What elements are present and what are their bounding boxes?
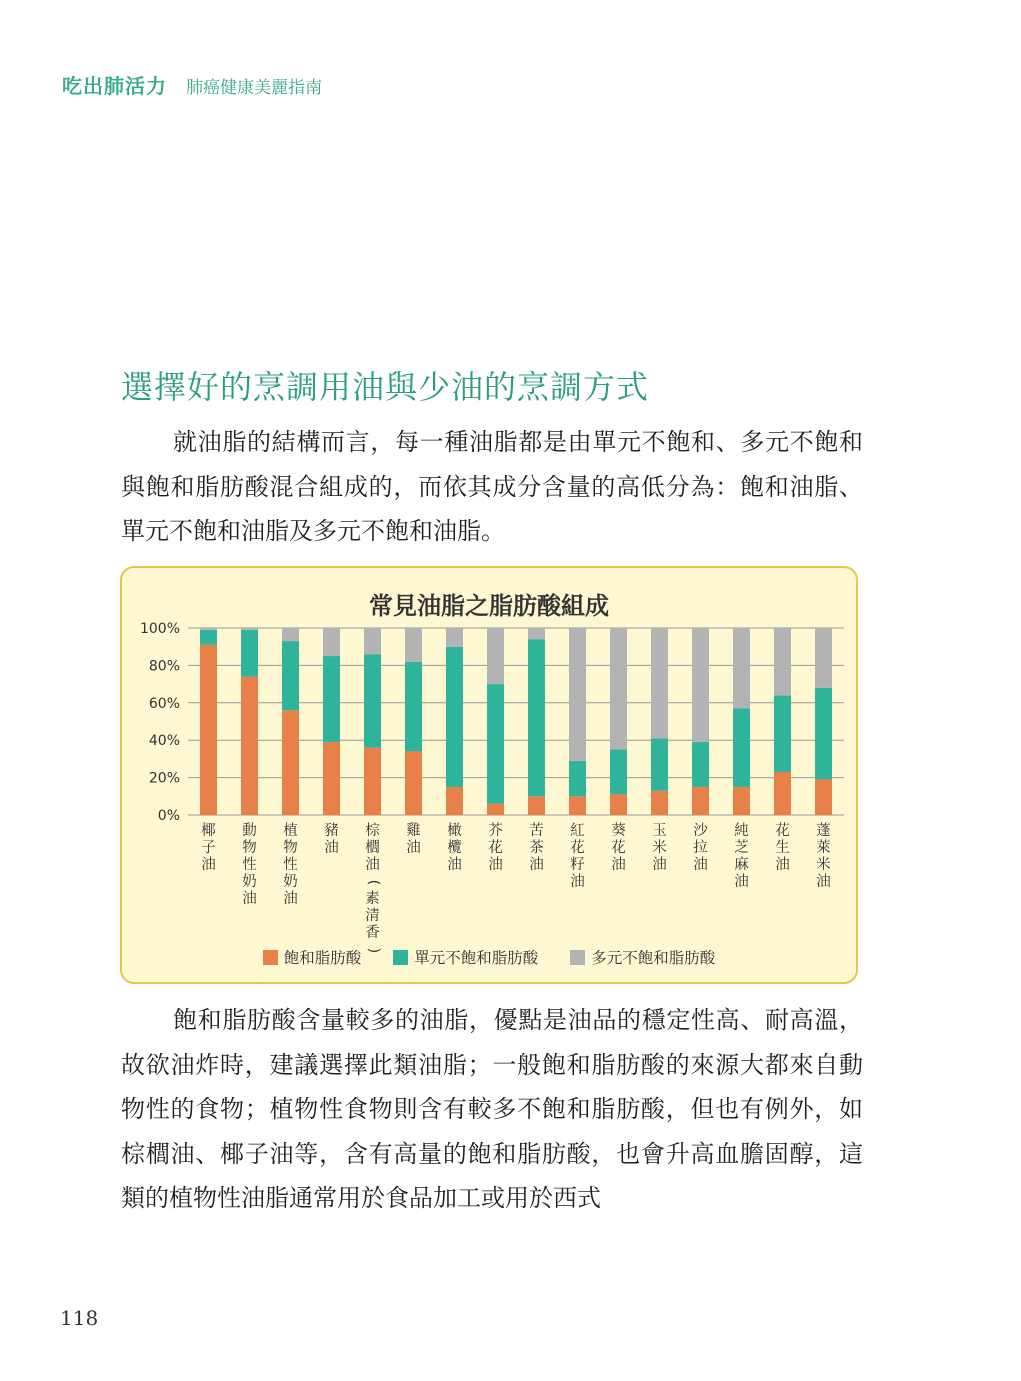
page-number: 118 [60, 1306, 99, 1330]
bar-segment-poly [323, 628, 340, 656]
bar-segment-poly [610, 628, 627, 750]
x-tick-label: 芥 花 油 [488, 823, 503, 873]
legend-swatch [393, 950, 408, 965]
x-tick-label: 棕 櫚 油 ( 素 清 香 ) [365, 823, 381, 954]
x-tick-label: 椰 子 油 [201, 823, 216, 873]
legend-item-poly [570, 946, 715, 968]
bar-segment-saturated [610, 794, 627, 815]
x-tick-label: 花 生 油 [775, 823, 790, 873]
bar-segment-mono [610, 750, 627, 795]
bar-segment-poly [651, 628, 668, 738]
bar-segment-mono [200, 630, 217, 645]
bar-segment-poly [692, 628, 709, 742]
book-title: 吃出肺活力 [62, 74, 167, 98]
y-tick-label: 80% [148, 658, 180, 675]
chart-title: 常見油脂之脂肪酸組成 [369, 592, 609, 620]
x-tick-label: 沙 拉 油 [693, 823, 708, 873]
x-tick-label: 雞 油 [406, 823, 421, 856]
bar-segment-poly [733, 628, 750, 708]
bar-segment-mono [733, 708, 750, 787]
y-tick-label: 20% [148, 770, 180, 787]
legend-swatch [263, 950, 278, 965]
bar-segment-mono [282, 641, 299, 710]
legend-swatch [570, 950, 585, 965]
bar-segment-poly [487, 628, 504, 684]
bar-segment-mono [405, 662, 422, 752]
intro-paragraph: 就油脂的結構而言，每一種油脂都是由單元不飽和、多元不飽和與飽和脂肪酸混合組成的，而依其成分含量的高低分為：飽和油脂、單元不飽和油脂及多元不飽和油脂。 [121, 428, 863, 545]
x-tick-label: 橄 欖 油 [447, 823, 462, 873]
bar-segment-saturated [446, 787, 463, 815]
x-tick-label: 葵 花 油 [611, 823, 626, 873]
bar-segment-poly [815, 628, 832, 688]
bar-segment-saturated [282, 710, 299, 815]
x-tick-label: 動 物 性 奶 油 [242, 823, 257, 907]
chart-legend [122, 946, 856, 968]
bar-segment-saturated [528, 796, 545, 815]
bar-segment-mono [487, 684, 504, 804]
bar-segment-poly [364, 628, 381, 654]
bar-segment-saturated [200, 645, 217, 815]
bar-segment-mono [651, 738, 668, 790]
bar-segment-saturated [815, 779, 832, 815]
book-subtitle: 肺癌健康美麗指南 [186, 78, 323, 98]
bar-segment-mono [364, 654, 381, 748]
x-tick-label: 植 物 性 奶 油 [283, 823, 298, 907]
bar-segment-saturated [774, 772, 791, 815]
bar-segment-saturated [733, 787, 750, 815]
bar-segment-mono [446, 647, 463, 787]
fatty-acid-chart [120, 566, 858, 984]
legend-label: 飽和脂肪酸 [283, 949, 362, 967]
bar-segment-saturated [651, 791, 668, 815]
legend-item-saturated [263, 946, 362, 968]
y-tick-label: 100% [139, 621, 180, 637]
chart-plot [122, 568, 860, 986]
bar-segment-saturated [241, 677, 258, 815]
bar-segment-saturated [405, 751, 422, 815]
bar-segment-poly [569, 628, 586, 761]
section-title: 選擇好的烹調用油與少油的烹調方式 [121, 368, 650, 406]
legend-item-mono [393, 946, 538, 968]
x-tick-label: 蓬 萊 米 油 [816, 823, 831, 890]
bar-segment-mono [815, 688, 832, 780]
bar-segment-mono [774, 695, 791, 772]
bar-segment-poly [774, 628, 791, 695]
y-tick-label: 60% [148, 695, 180, 712]
bar-segment-poly [241, 628, 258, 630]
bar-segment-mono [692, 742, 709, 787]
bar-segment-poly [200, 628, 217, 630]
bar-segment-saturated [569, 796, 586, 815]
bar-segment-poly [446, 628, 463, 647]
body-paragraph: 飽和脂肪酸含量較多的油脂，優點是油品的穩定性高、耐高溫，故欲油炸時，建議選擇此類油脂；一般飽和脂肪酸的來源大都來自動物性的食物；植物性食物則含有較多不飽和脂肪酸，但也有例外，如棕櫚油、椰子油等，含有高量的飽和脂肪酸，也會升高血膽固醇，這類的植物性油脂通常用於食品加工或用於西式 [121, 1006, 863, 1212]
legend-label: 多元不飽和脂肪酸 [591, 949, 716, 967]
bar-segment-saturated [323, 742, 340, 815]
bar-segment-mono [241, 630, 258, 677]
bar-segment-poly [528, 628, 545, 639]
bar-segment-poly [405, 628, 422, 662]
x-tick-label: 純 芝 麻 油 [734, 823, 749, 890]
bar-segment-poly [282, 628, 299, 641]
bar-segment-mono [569, 761, 586, 797]
y-tick-label: 40% [148, 733, 180, 750]
bar-segment-mono [323, 656, 340, 742]
x-tick-label: 玉 米 油 [652, 823, 667, 873]
bar-segment-saturated [692, 787, 709, 815]
x-tick-label: 豬 油 [324, 823, 339, 856]
legend-label: 單元不飽和脂肪酸 [414, 949, 539, 967]
running-header [62, 70, 322, 99]
bar-segment-mono [528, 639, 545, 796]
x-tick-label: 紅 花 籽 油 [570, 823, 585, 890]
bar-segment-saturated [364, 748, 381, 815]
x-tick-label: 苦 茶 油 [529, 823, 544, 873]
y-tick-label: 0% [157, 808, 180, 824]
bar-segment-saturated [487, 804, 504, 815]
